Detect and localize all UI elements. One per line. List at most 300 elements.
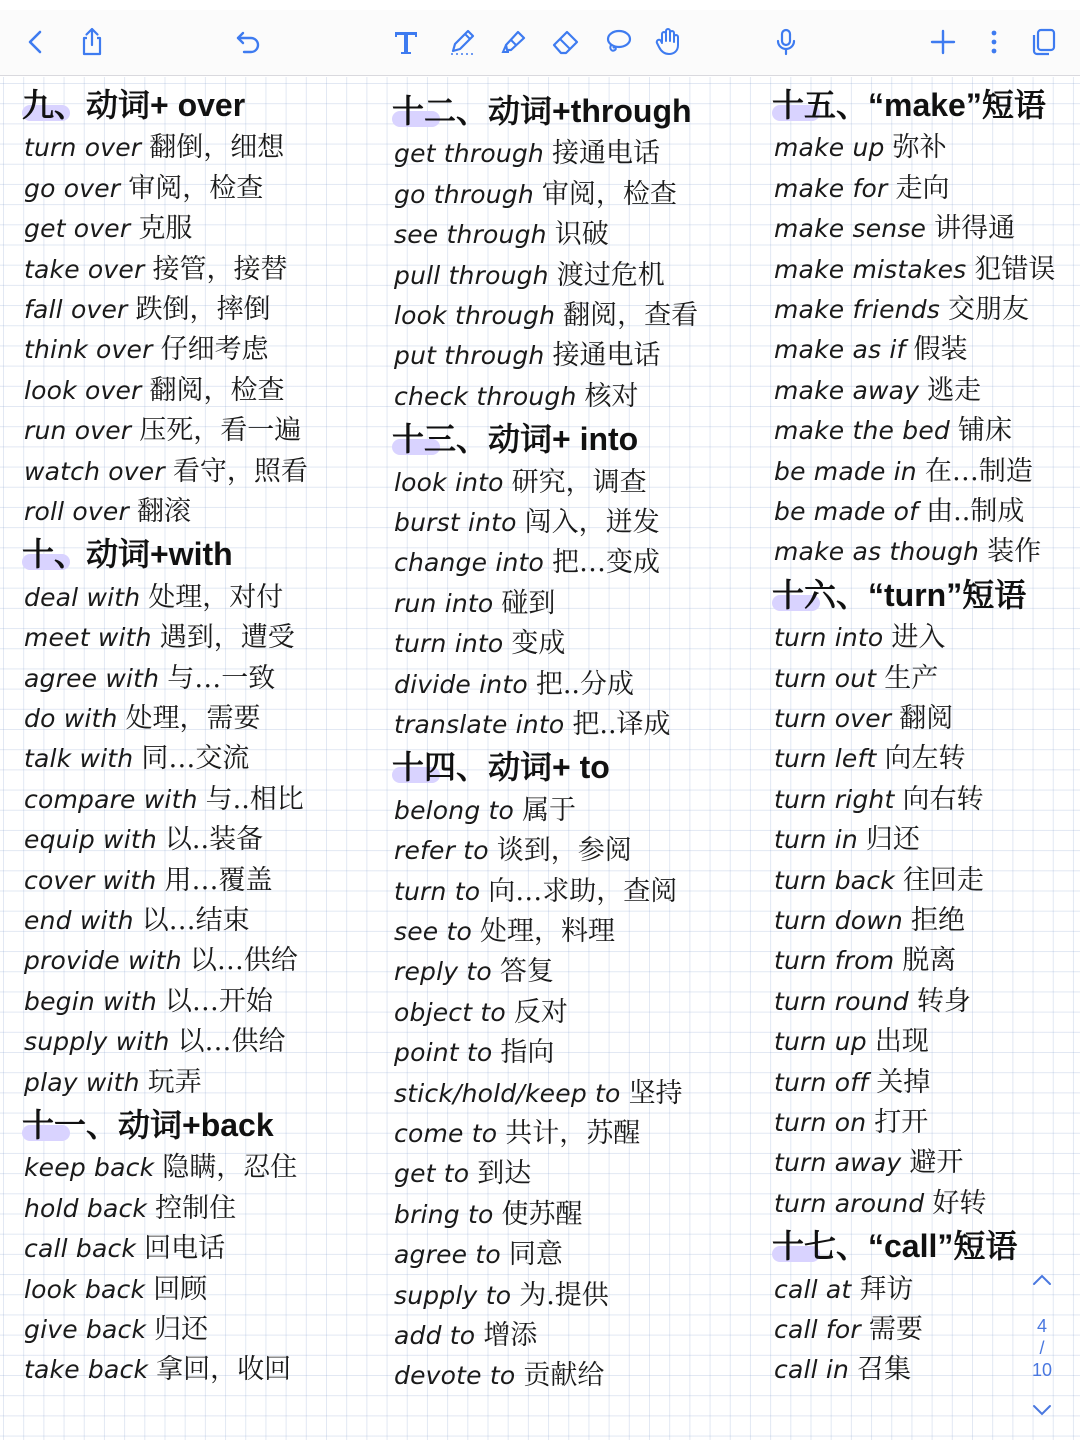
phrase-meaning: 接通电话: [552, 340, 661, 372]
phrase-text: turn in: [772, 820, 864, 860]
phrase-meaning: 犯错误: [974, 253, 1056, 285]
phrase-text: make the bed: [772, 411, 956, 451]
phrase-row: [772, 1022, 929, 1062]
phrase-row: [772, 659, 938, 699]
phrase-row: [22, 290, 271, 330]
phrase-text: translate into: [392, 705, 570, 745]
phrase-meaning: 铺床: [957, 415, 1012, 447]
phrase-text: turn into: [772, 618, 889, 658]
phrase-row: [392, 912, 615, 952]
phrase-text: play with: [22, 1063, 146, 1103]
hand-tool-icon[interactable]: [650, 24, 686, 60]
phrase-meaning: 进入: [891, 622, 946, 654]
add-icon[interactable]: [925, 24, 961, 60]
phrase-row: [392, 503, 660, 543]
total-page-count: 10: [1031, 1360, 1053, 1380]
phrase-text: turn left: [772, 739, 882, 779]
phrase-meaning: 审阅，检查: [128, 172, 264, 204]
phrase-text: end with: [22, 901, 140, 941]
text-tool-icon[interactable]: [388, 24, 424, 60]
phrase-row: [22, 1350, 291, 1390]
phrase-meaning: 翻阅，检查: [149, 374, 285, 406]
phrase-row: [22, 1063, 202, 1103]
phrase-text: make as if: [772, 330, 912, 370]
phrase-meaning: 审阅，检查: [541, 178, 677, 210]
phrase-meaning: 以…供给: [177, 1026, 286, 1058]
phrase-text: turn back: [772, 861, 901, 901]
section-heading: [22, 85, 245, 125]
phrase-row: [772, 1310, 923, 1350]
phrase-row: [772, 290, 1029, 330]
phrase-row: [392, 952, 554, 992]
phrase-meaning: 同意: [508, 1239, 563, 1271]
phrase-text: meet with: [22, 618, 158, 658]
phrase-row: [22, 861, 272, 901]
phrase-text: call back: [22, 1229, 142, 1269]
page-down-icon[interactable]: [1026, 1398, 1058, 1422]
phrase-text: supply with: [22, 1022, 176, 1062]
phrase-row: [22, 901, 250, 941]
phrase-text: get through: [392, 134, 550, 174]
phrase-meaning: 拿回，收回: [156, 1354, 292, 1386]
phrase-meaning: 变成: [511, 628, 566, 660]
phrase-text: see through: [392, 215, 553, 255]
phrase-text: give back: [22, 1310, 152, 1350]
phrase-text: call in: [772, 1350, 855, 1390]
phrase-row: [22, 128, 284, 168]
phrase-meaning: 往回走: [902, 864, 984, 896]
phrase-meaning: 看守，照看: [172, 455, 308, 487]
section-heading-text: 十五、“make”短语: [772, 87, 1046, 123]
phrase-row: [772, 1350, 911, 1390]
section-heading-text: 十七、“call”短语: [772, 1228, 1018, 1265]
phrase-text: go over: [22, 169, 126, 209]
phrase-text: burst into: [392, 503, 523, 543]
phrase-text: make as though: [772, 532, 985, 572]
phrase-row: [772, 982, 971, 1022]
phrase-row: [392, 665, 634, 705]
page-up-icon[interactable]: [1026, 1268, 1058, 1292]
phrase-row: [22, 452, 308, 492]
phrase-row: [392, 296, 698, 336]
phrase-text: check through: [392, 377, 583, 417]
phrase-meaning: 把..译成: [572, 709, 671, 740]
phrase-meaning: 翻阅，查看: [563, 300, 699, 331]
phrase-text: turn from: [772, 941, 900, 981]
phrase-row: [772, 209, 1015, 249]
phrase-text: look through: [392, 296, 561, 336]
phrase-row: [392, 377, 639, 417]
phrase-meaning: 压死，看一遍: [139, 415, 302, 447]
phrase-text: run into: [392, 584, 499, 624]
phrase-text: bring to: [392, 1195, 499, 1235]
phrase-row: [22, 250, 287, 290]
phrase-text: be made of: [772, 492, 924, 532]
phrase-meaning: 打开: [874, 1107, 929, 1138]
phrase-row: [22, 330, 269, 370]
phrase-text: put through: [392, 336, 550, 376]
phrase-row: [772, 780, 983, 820]
phrase-text: make friends: [772, 290, 946, 330]
phrase-row: [392, 1276, 609, 1316]
phrase-meaning: 使苏醒: [501, 1198, 583, 1230]
phrase-row: [22, 209, 192, 249]
section-heading-text: 十六、“turn”短语: [772, 576, 1027, 613]
phrase-text: make sense: [772, 209, 932, 249]
phrase-text: come to: [392, 1114, 503, 1154]
phrase-row: [392, 1114, 640, 1154]
phrase-text: see to: [392, 912, 478, 952]
phrase-meaning: 跌倒，摔倒: [135, 294, 271, 325]
phrase-meaning: 好转: [932, 1187, 987, 1219]
phrase-meaning: 拜访: [859, 1273, 914, 1305]
phrase-text: pull through: [392, 256, 555, 296]
phrase-row: [772, 1103, 928, 1143]
phrase-row: [772, 1184, 986, 1224]
phrase-meaning: 谈到，参阅: [496, 835, 632, 867]
phrase-text: roll over: [22, 492, 135, 532]
phrase-row: [392, 872, 677, 912]
phrase-row: [772, 901, 965, 941]
phrase-text: turn out: [772, 659, 882, 699]
phrase-meaning: 走向: [895, 172, 950, 204]
phrase-meaning: 处理，料理: [480, 916, 616, 947]
phrase-meaning: 向右转: [902, 783, 984, 815]
phrase-row: [22, 1270, 207, 1310]
phrase-text: turn over: [22, 128, 147, 168]
phrase-meaning: 向左转: [884, 743, 966, 775]
phrase-row: [772, 169, 949, 209]
phrase-text: stick/hold/keep to: [392, 1074, 627, 1114]
phrase-text: turn down: [772, 901, 909, 941]
phrase-text: get over: [22, 209, 136, 249]
lasso-tool-icon[interactable]: [600, 24, 636, 60]
phrase-meaning: 以…结束: [141, 905, 250, 936]
section-heading-text: 十二、动词+through: [392, 93, 692, 129]
phrase-text: look back: [22, 1270, 151, 1310]
phrase-text: devote to: [392, 1356, 521, 1396]
phrase-row: [22, 982, 273, 1022]
phrase-meaning: 在…制造: [924, 455, 1033, 487]
phrase-text: make mistakes: [772, 250, 972, 290]
phrase-row: [22, 578, 283, 618]
phrase-row: [392, 1316, 537, 1356]
phrase-text: agree to: [392, 1235, 507, 1275]
phrase-meaning: 召集: [857, 1354, 912, 1386]
phrase-text: turn round: [772, 982, 915, 1022]
phrase-text: do with: [22, 699, 124, 739]
more-icon[interactable]: [976, 24, 1012, 60]
phrase-row: [392, 175, 677, 215]
phrase-meaning: 处理，需要: [125, 703, 261, 734]
phrase-row: [392, 1235, 563, 1275]
phrase-text: refer to: [392, 831, 495, 871]
phrase-row: [22, 169, 263, 209]
phrase-meaning: 玩弄: [147, 1066, 202, 1098]
phrase-text: run over: [22, 411, 137, 451]
phrase-meaning: 以..装备: [164, 824, 264, 856]
phrase-row: [772, 1270, 913, 1310]
phrase-meaning: 装作: [987, 536, 1042, 568]
phrase-meaning: 为.提供: [519, 1279, 609, 1311]
section-heading: [392, 419, 638, 459]
section-heading: [772, 85, 1046, 125]
section-heading-text: 十四、动词+ to: [392, 749, 610, 786]
phrase-row: [392, 624, 565, 664]
phrase-meaning: 隐瞒，忍住: [162, 1152, 298, 1184]
phrase-meaning: 属于: [522, 794, 577, 826]
phrase-text: deal with: [22, 578, 146, 618]
toolbar: [0, 10, 1080, 76]
phrase-row: [22, 1189, 236, 1229]
phrase-meaning: 闯入，迸发: [524, 507, 660, 538]
phrase-meaning: 识破: [554, 219, 609, 251]
page-separator: /: [1039, 1338, 1045, 1358]
phrase-row: [772, 941, 956, 981]
phrase-text: turn over: [772, 699, 897, 739]
phrase-row: [392, 215, 609, 255]
phrase-row: [22, 780, 304, 820]
phrase-meaning: 用…覆盖: [164, 864, 273, 896]
eraser-tool-icon[interactable]: [548, 24, 584, 60]
phrase-text: supply to: [392, 1276, 517, 1316]
phrase-row: [22, 1148, 297, 1188]
phrase-meaning: 研究，调查: [511, 466, 647, 498]
phrase-text: reply to: [392, 952, 498, 992]
status-bar: [0, 0, 1080, 10]
phrase-meaning: 向…求助，查阅: [488, 875, 678, 907]
phrase-row: [22, 1022, 286, 1062]
phrase-row: [22, 739, 249, 779]
phrase-meaning: 碰到: [501, 587, 556, 619]
phrase-text: think over: [22, 330, 159, 370]
phrase-row: [392, 791, 576, 831]
phrase-text: agree with: [22, 659, 165, 699]
phrase-text: turn up: [772, 1022, 873, 1062]
phrase-row: [772, 739, 965, 779]
phrase-meaning: 拒绝: [910, 905, 965, 936]
phrase-row: [392, 256, 665, 296]
phrase-text: hold back: [22, 1189, 153, 1229]
phrase-row: [772, 250, 1055, 290]
phrase-row: [392, 831, 632, 871]
microphone-icon[interactable]: [768, 24, 804, 60]
section-heading: [22, 534, 233, 574]
phrase-row: [392, 1033, 554, 1073]
phrase-text: look over: [22, 371, 148, 411]
phrase-meaning: 答复: [499, 956, 554, 988]
highlighter-tool-icon[interactable]: [496, 24, 532, 60]
phrase-meaning: 与..相比: [205, 783, 304, 815]
phrase-text: call at: [772, 1270, 857, 1310]
phrase-row: [772, 330, 968, 370]
phrase-row: [772, 411, 1012, 451]
phrase-text: fall over: [22, 290, 134, 330]
phrase-text: take over: [22, 250, 150, 290]
page-navigator: [1014, 1268, 1070, 1438]
phrase-meaning: 指向: [500, 1037, 555, 1069]
phrase-meaning: 弥补: [892, 132, 947, 164]
phrase-meaning: 反对: [513, 996, 568, 1028]
phrase-meaning: 同…交流: [141, 743, 250, 775]
phrase-meaning: 转身: [916, 985, 971, 1017]
phrase-meaning: 需要: [868, 1314, 923, 1345]
phrase-meaning: 与…一致: [167, 662, 276, 694]
phrase-row: [772, 532, 1041, 572]
phrase-row: [772, 1143, 963, 1183]
phrase-meaning: 坚持: [628, 1077, 683, 1109]
notes-page[interactable]: [0, 77, 1080, 1440]
phrase-meaning: 回电话: [144, 1233, 226, 1265]
section-heading: [772, 575, 1026, 615]
phrase-row: [772, 861, 984, 901]
phrase-text: change into: [392, 543, 550, 583]
phrase-text: point to: [392, 1033, 498, 1073]
phrase-row: [392, 336, 660, 376]
phrase-text: turn around: [772, 1184, 930, 1224]
section-heading-text: 十一、动词+back: [22, 1107, 274, 1143]
phrase-meaning: 接通电话: [551, 138, 660, 170]
phrase-meaning: 增添: [483, 1320, 538, 1351]
phrase-meaning: 控制住: [155, 1192, 237, 1224]
phrase-row: [392, 134, 660, 174]
phrase-meaning: 克服: [138, 213, 193, 245]
phrase-row: [22, 492, 191, 532]
phrase-row: [22, 1310, 208, 1350]
phrase-text: make for: [772, 169, 893, 209]
phrase-meaning: 交朋友: [948, 294, 1030, 325]
phrase-row: [772, 492, 1024, 532]
phrase-row: [772, 1063, 930, 1103]
phrase-text: compare with: [22, 780, 204, 820]
phrase-row: [22, 941, 298, 981]
phrase-meaning: 逃走: [927, 374, 982, 406]
phrase-meaning: 翻滚: [136, 496, 191, 527]
phrase-text: divide into: [392, 665, 534, 705]
phrase-row: [772, 618, 945, 658]
phrase-text: talk with: [22, 739, 139, 779]
phrase-text: call for: [772, 1310, 867, 1350]
pen-tool-icon[interactable]: [444, 24, 480, 60]
phrase-meaning: 由..制成: [926, 496, 1025, 527]
phrase-row: [22, 618, 295, 658]
phrase-meaning: 处理，对付: [148, 581, 284, 613]
phrase-meaning: 生产: [884, 662, 939, 694]
section-heading-text: 九、动词+ over: [22, 87, 246, 123]
phrase-row: [772, 128, 947, 168]
phrase-row: [22, 699, 261, 739]
phrase-meaning: 归还: [154, 1314, 209, 1345]
share-icon[interactable]: [74, 24, 110, 60]
phrase-row: [392, 993, 568, 1033]
phrase-row: [22, 1229, 225, 1269]
phrase-meaning: 避开: [909, 1147, 964, 1179]
phrase-text: turn on: [772, 1103, 872, 1143]
phrase-row: [772, 452, 1033, 492]
phrase-meaning: 渡过危机: [556, 259, 665, 291]
section-heading: [392, 91, 692, 131]
phrase-meaning: 关掉: [876, 1066, 931, 1098]
section-heading: [22, 1105, 274, 1145]
phrase-text: keep back: [22, 1148, 160, 1188]
phrase-row: [392, 1356, 604, 1396]
phrase-meaning: 出现: [874, 1026, 929, 1058]
phrase-text: watch over: [22, 452, 171, 492]
phrase-meaning: 仔细考虑: [160, 334, 269, 366]
phrase-row: [392, 705, 671, 745]
phrase-row: [22, 659, 275, 699]
phrase-text: turn to: [392, 872, 486, 912]
phrase-row: [22, 820, 263, 860]
phrase-meaning: 接管，接替: [152, 253, 288, 285]
phrase-meaning: 回顾: [153, 1273, 208, 1305]
back-chevron-icon[interactable]: [18, 24, 54, 60]
phrase-meaning: 脱离: [902, 945, 957, 977]
phrase-row: [392, 1195, 582, 1235]
section-heading-text: 十、动词+with: [22, 536, 233, 573]
phrase-row: [392, 584, 555, 624]
phrase-meaning: 翻阅: [899, 703, 954, 734]
phrase-row: [392, 543, 660, 583]
phrase-text: look into: [392, 463, 510, 503]
undo-icon[interactable]: [230, 24, 266, 60]
phrase-text: take back: [22, 1350, 154, 1390]
phrase-meaning: 共计，苏醒: [505, 1118, 641, 1149]
section-heading: [772, 1226, 1017, 1266]
phrase-text: begin with: [22, 982, 163, 1022]
phrase-text: add to: [392, 1316, 481, 1356]
phrase-row: [772, 371, 981, 411]
section-heading-text: 十三、动词+ into: [392, 421, 639, 458]
phrase-meaning: 归还: [865, 824, 920, 856]
phrase-text: provide with: [22, 941, 188, 981]
phrase-row: [392, 1074, 683, 1114]
current-page-number: 4: [1036, 1316, 1047, 1336]
phrase-text: get to: [392, 1154, 475, 1194]
phrase-text: make up: [772, 128, 891, 168]
phrase-meaning: 核对: [584, 380, 639, 412]
phrase-text: make away: [772, 371, 925, 411]
phrase-text: cover with: [22, 861, 162, 901]
phrase-meaning: 讲得通: [934, 213, 1016, 245]
phrase-meaning: 到达: [477, 1158, 532, 1190]
phrase-row: [392, 1154, 531, 1194]
phrase-text: turn off: [772, 1063, 874, 1103]
phrase-meaning: 把…变成: [552, 547, 661, 579]
phrase-text: turn into: [392, 624, 509, 664]
phrase-text: go through: [392, 175, 540, 215]
phrase-meaning: 假装: [913, 334, 968, 366]
phrase-meaning: 把..分成: [535, 668, 635, 700]
phrase-meaning: 以…开始: [164, 985, 273, 1017]
phrase-row: [772, 820, 920, 860]
pages-icon[interactable]: [1026, 24, 1062, 60]
phrase-text: be made in: [772, 452, 923, 492]
phrase-row: [22, 371, 285, 411]
phrase-text: turn right: [772, 780, 900, 820]
phrase-meaning: 贡献给: [523, 1360, 605, 1392]
phrase-meaning: 遇到，遭受: [159, 622, 295, 654]
phrase-text: object to: [392, 993, 512, 1033]
phrase-meaning: 翻倒，细想: [149, 132, 285, 164]
phrase-row: [22, 411, 301, 451]
phrase-row: [772, 699, 953, 739]
phrase-text: turn away: [772, 1143, 907, 1183]
phrase-text: equip with: [22, 820, 163, 860]
phrase-text: belong to: [392, 791, 520, 831]
phrase-meaning: 以…供给: [189, 945, 298, 977]
section-heading: [392, 747, 610, 787]
